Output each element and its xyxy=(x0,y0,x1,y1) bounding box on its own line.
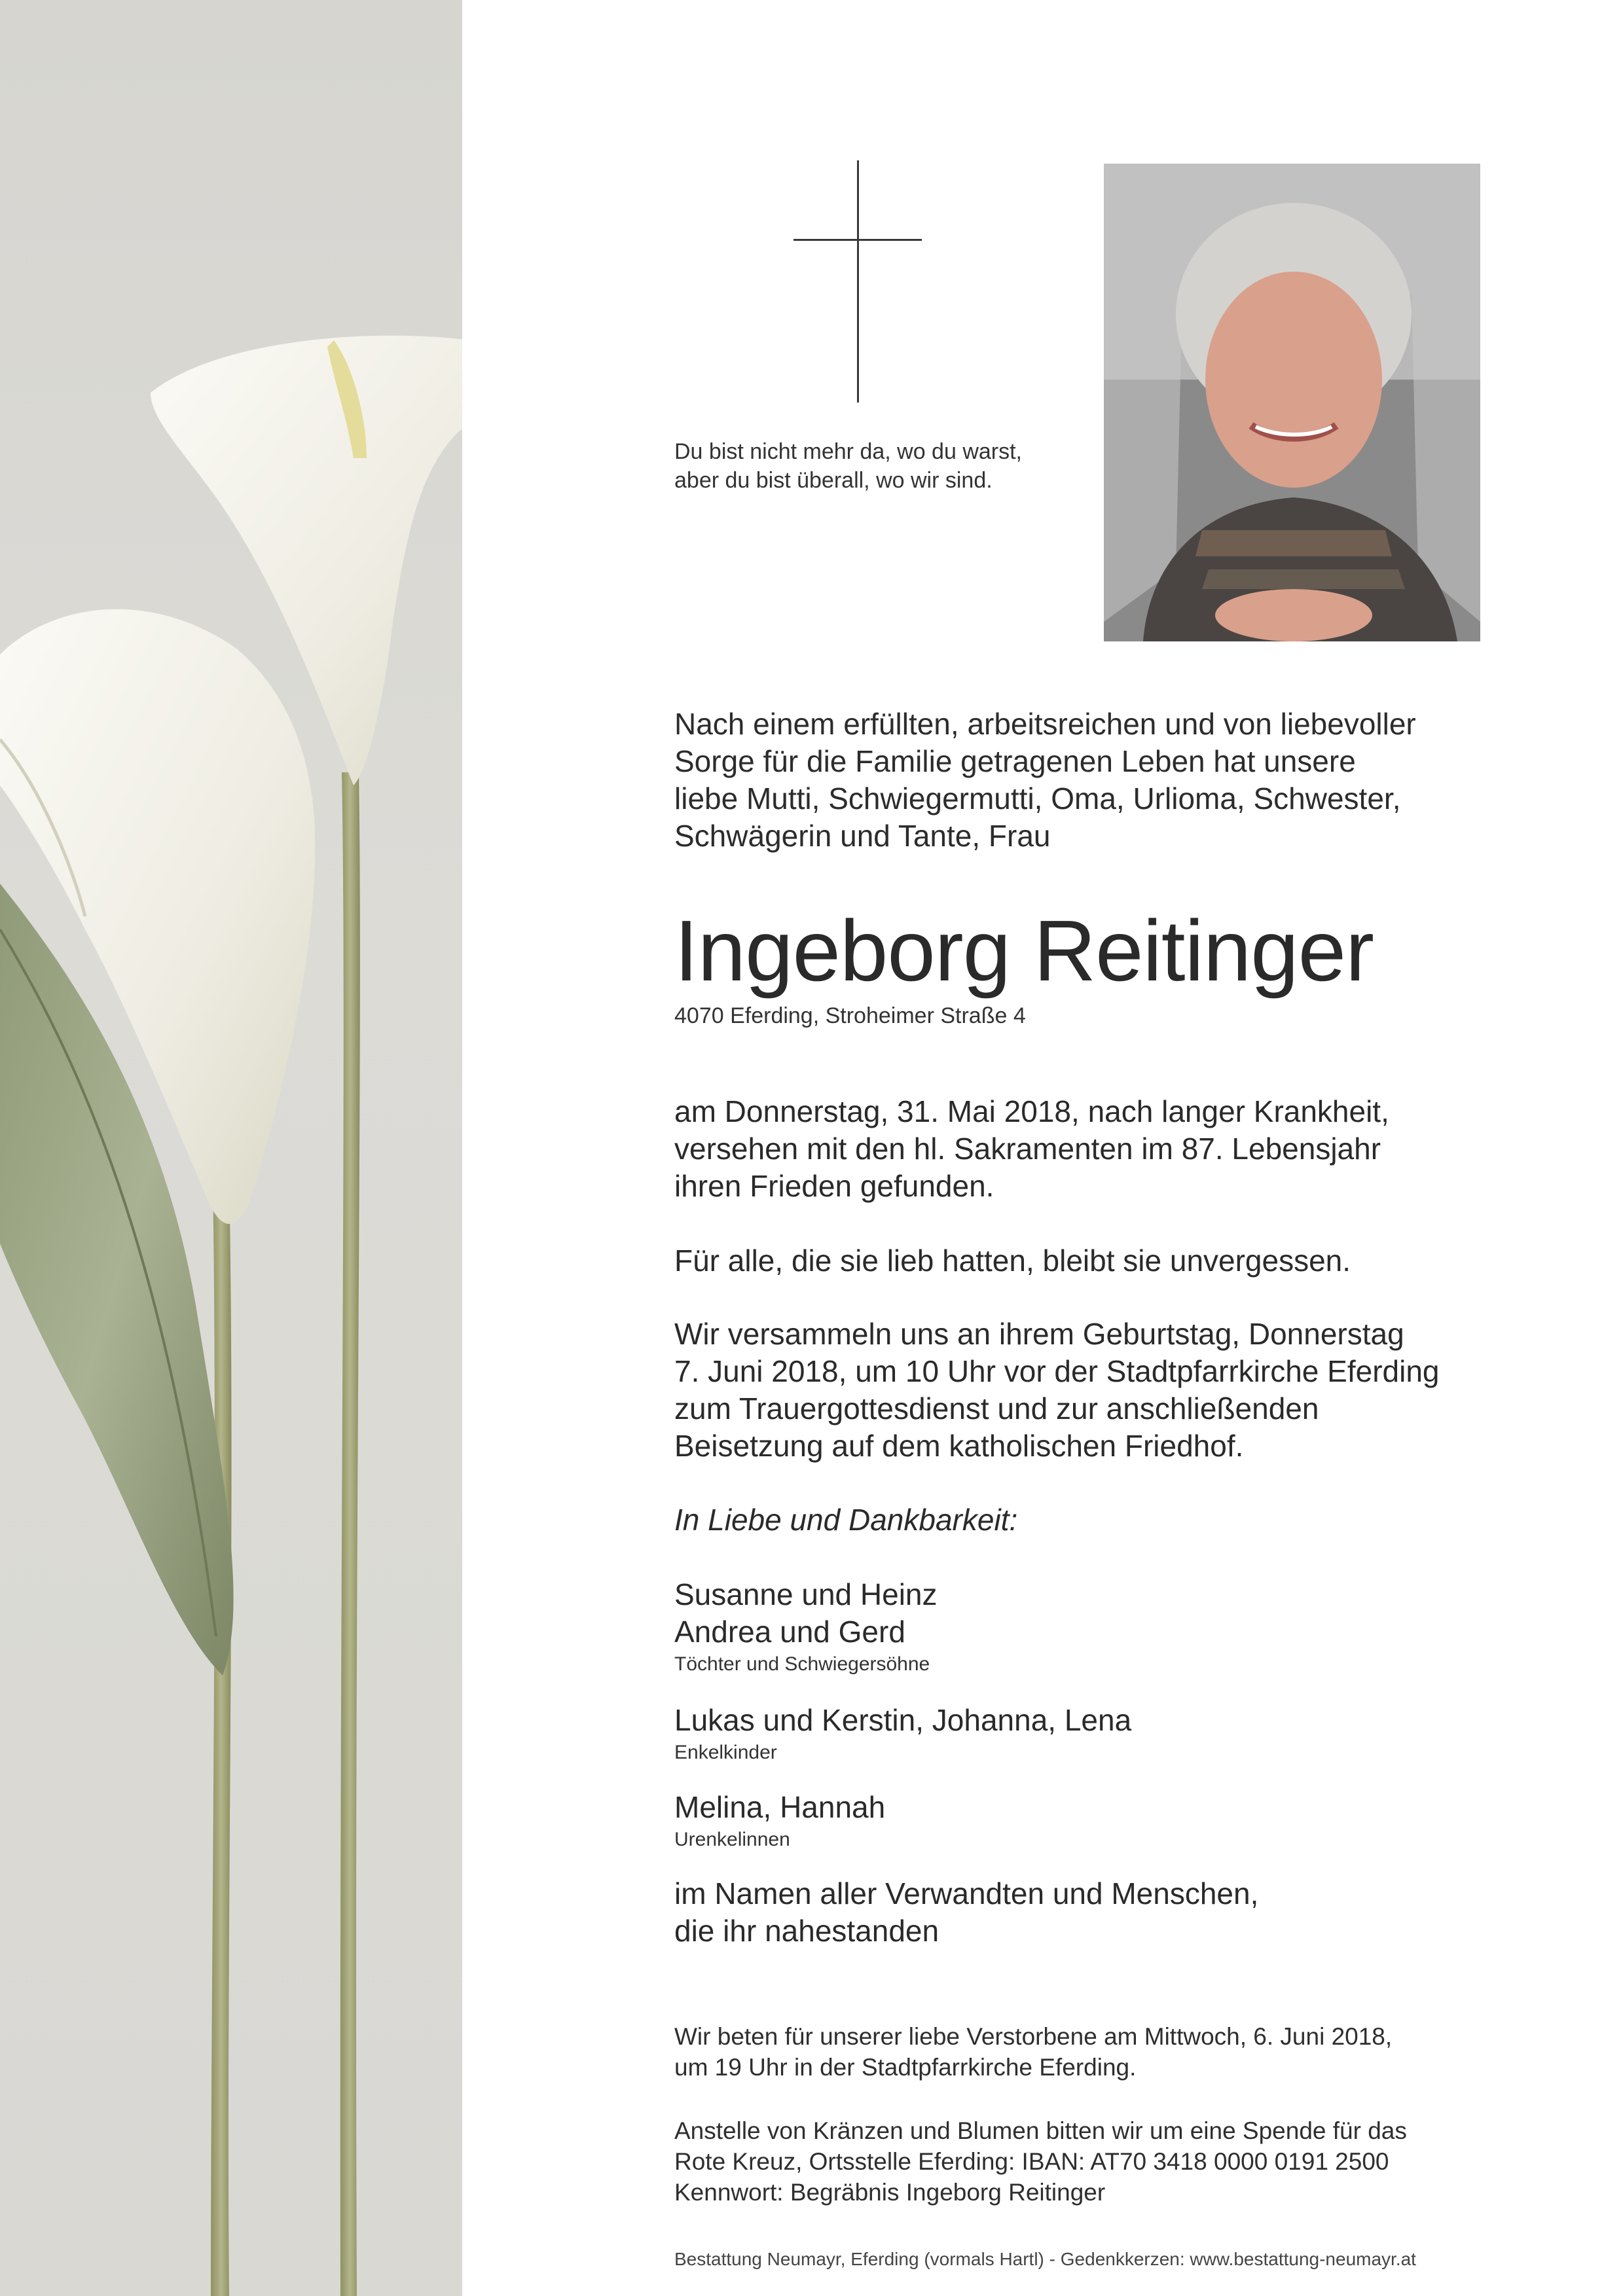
portrait-photo xyxy=(1104,164,1480,641)
mourner-names: Susanne und Heinz xyxy=(674,1577,938,1611)
calla-lily-illustration xyxy=(0,0,462,2296)
mourner-group-great-grandchildren xyxy=(674,1789,885,1852)
death-line: am Donnerstag, 31. Mai 2018, nach langer Krankheit, xyxy=(674,1094,1389,1128)
relatives-line: im Namen aller Verwandten und Menschen, xyxy=(674,1876,1259,1910)
deceased-address: 4070 Eferding, Stroheimer Straße 4 xyxy=(674,1003,1026,1028)
mourner-role: Töchter und Schwiegersöhne xyxy=(674,1653,930,1675)
footer-credit: Bestattung Neumayr, Eferding (vormals Hartl) - Gedenkkerzen: www.bestattung-neumayr.at xyxy=(674,2249,1416,2269)
mourner-names: Lukas und Kerstin, Johanna, Lena xyxy=(674,1703,1132,1737)
mourner-group-daughters xyxy=(674,1576,938,1677)
death-line: ihren Frieden gefunden. xyxy=(674,1169,994,1203)
motto xyxy=(674,437,1022,495)
death-line: versehen mit den hl. Sakramenten im 87. Lebensjahr xyxy=(674,1132,1381,1166)
donation-notice xyxy=(674,2115,1407,2208)
calla-lily-decoration xyxy=(0,0,462,2296)
left-stem xyxy=(211,1178,232,2296)
intro-line: liebe Mutti, Schwiegermutti, Oma, Urlioma, Schwester, xyxy=(674,781,1401,816)
mourner-names: Melina, Hannah xyxy=(674,1790,886,1824)
unforgotten-line: Für alle, die sie lieb hatten, bleibt sie unvergessen. xyxy=(674,1244,1351,1278)
relatives-line: die ihr nahestanden xyxy=(674,1914,939,1948)
intro-line: Schwägerin und Tante, Frau xyxy=(674,819,1051,853)
cross-icon xyxy=(793,160,922,403)
relatives-note xyxy=(674,1875,1258,1950)
donation-line: Kennwort: Begräbnis Ingeborg Reitinger xyxy=(674,2179,1106,2206)
thanks-heading: In Liebe und Dankbarkeit: xyxy=(674,1503,1018,1537)
right-stem xyxy=(340,772,360,2296)
prayer-line: um 19 Uhr in der Stadtpfarrkirche Eferding. xyxy=(674,2054,1137,2081)
motto-line: Du bist nicht mehr da, wo du warst, xyxy=(674,439,1023,464)
donation-line: Anstelle von Kränzen und Blumen bitten wir um eine Spende für das xyxy=(674,2117,1407,2144)
intro-line: Sorge für die Familie getragenen Leben hat unsere xyxy=(674,744,1356,778)
mourner-group-grandchildren xyxy=(674,1702,1131,1765)
prayer-notice xyxy=(674,2021,1392,2083)
deceased-name: Ingeborg Reitinger xyxy=(674,903,1374,999)
funeral-details xyxy=(674,1316,1440,1465)
death-notice xyxy=(674,1093,1389,1205)
mourner-names: Andrea und Gerd xyxy=(674,1615,905,1649)
prayer-line: Wir beten für unserer liebe Verstorbene am Mittwoch, 6. Juni 2018, xyxy=(674,2023,1393,2050)
motto-line: aber du bist überall, wo wir sind. xyxy=(674,468,993,493)
mourner-role: Enkelkinder xyxy=(674,1742,777,1763)
intro-line: Nach einem erfüllten, arbeitsreichen und von liebevoller xyxy=(674,707,1416,741)
funeral-line: 7. Juni 2018, um 10 Uhr vor der Stadtpfarrkirche Eferding xyxy=(674,1354,1440,1388)
donation-line: Rote Kreuz, Ortsstelle Eferding: IBAN: AT70 3418 0000 0191 2500 xyxy=(674,2148,1389,2175)
mourner-role: Urenkelinnen xyxy=(674,1829,790,1850)
funeral-line: Wir versammeln uns an ihrem Geburtstag, Donnerstag xyxy=(674,1317,1404,1351)
funeral-line: Beisetzung auf dem katholischen Friedhof. xyxy=(674,1429,1244,1463)
intro-text xyxy=(674,706,1416,855)
funeral-line: zum Trauergottesdienst und zur anschließenden xyxy=(674,1391,1319,1426)
